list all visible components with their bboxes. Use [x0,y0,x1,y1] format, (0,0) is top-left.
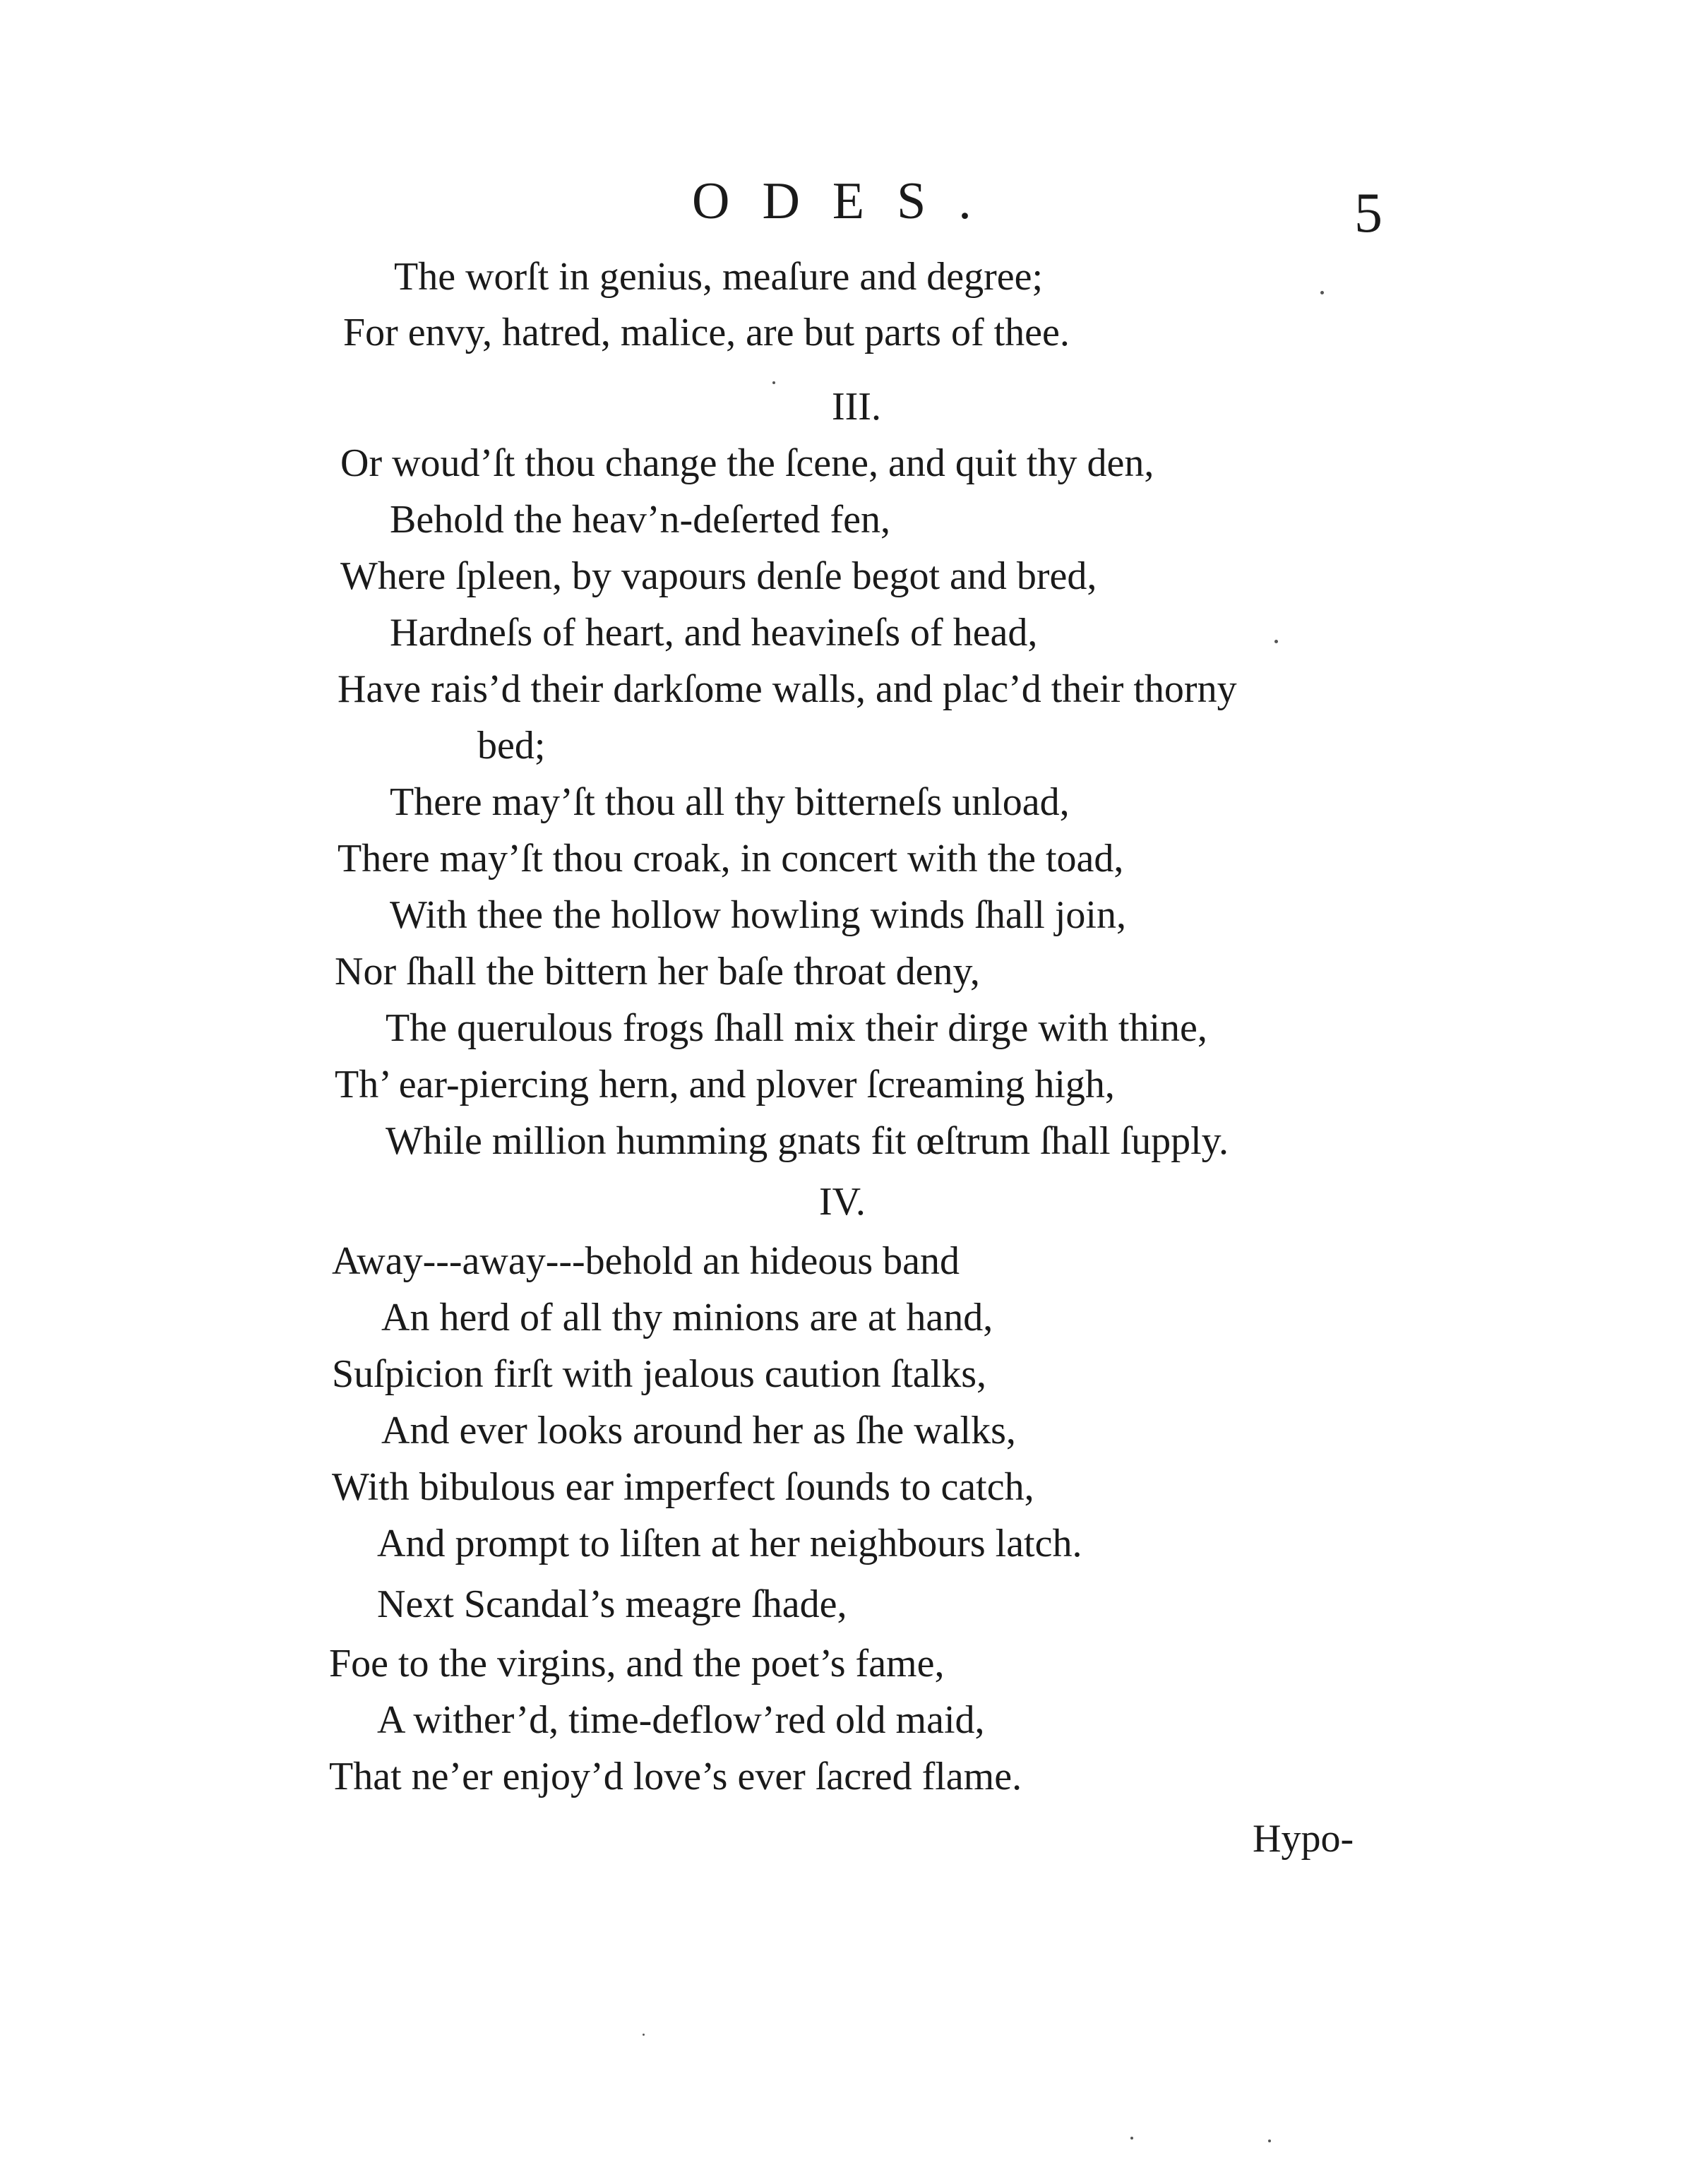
section-numeral-iv: IV. [819,1180,866,1224]
scan-speck [1130,2137,1133,2140]
section-numeral-iii: III. [832,385,881,429]
poem-line: Next Scandal’s meagre ſhade, [377,1582,847,1626]
catchword: Hypo- [1253,1817,1354,1861]
poem-line: With bibulous ear imperfect ſounds to catch, [332,1465,1034,1509]
poem-line: And prompt to liſten at her neighbours latch. [377,1522,1082,1565]
scan-speck [772,381,775,384]
poem-line: Foe to the virgins, and the poet’s fame, [329,1642,945,1685]
scan-speck [1268,2140,1271,2142]
poem-line: Away---away---behold an hideous band [332,1239,960,1283]
poem-line: bed; [477,724,546,768]
poem-line: While million humming gnats fit œſtrum ſhall ſupply. [386,1119,1229,1163]
poem-line: Suſpicion firſt with jealous caution ſtalks, [332,1352,986,1396]
poem-line: The worſt in genius, meaſure and degree; [394,255,1043,299]
running-head-title: ODES. [692,172,1004,230]
page-number: 5 [1354,182,1382,244]
scan-speck [1320,291,1324,294]
poem-line: And ever looks around her as ſhe walks, [381,1409,1016,1452]
poem-line: With thee the hollow howling winds ſhall join, [390,893,1126,937]
scan-speck [643,2034,645,2036]
poem-line: Have rais’d their darkſome walls, and plac’d their thorny [338,667,1237,711]
poem-line: That ne’er enjoy’d love’s ever ſacred flame. [329,1755,1022,1798]
poem-line: Or woud’ſt thou change the ſcene, and quit thy den, [340,441,1154,485]
poem-line: Hardneſs of heart, and heavineſs of head, [390,611,1038,655]
poem-line: An herd of all thy minions are at hand, [381,1296,993,1339]
poem-line: For envy, hatred, malice, are but parts of thee. [343,311,1070,354]
poem-line: Where ſpleen, by vapours denſe begot and bred, [340,554,1097,598]
scan-speck [1274,640,1278,643]
poem-line: Nor ſhall the bittern her baſe throat deny, [335,950,980,993]
poem-line: Th’ ear-piercing hern, and plover ſcreaming high, [335,1063,1115,1106]
poem-line: The querulous frogs ſhall mix their dirge with thine, [386,1006,1207,1050]
poem-line: Behold the heav’n-deſerted fen, [390,498,891,542]
poem-line: There may’ſt thou all thy bitterneſs unload, [390,780,1070,824]
poem-line: A wither’d, time-deflow’red old maid, [377,1698,985,1742]
poem-line: There may’ſt thou croak, in concert with the toad, [338,837,1124,881]
